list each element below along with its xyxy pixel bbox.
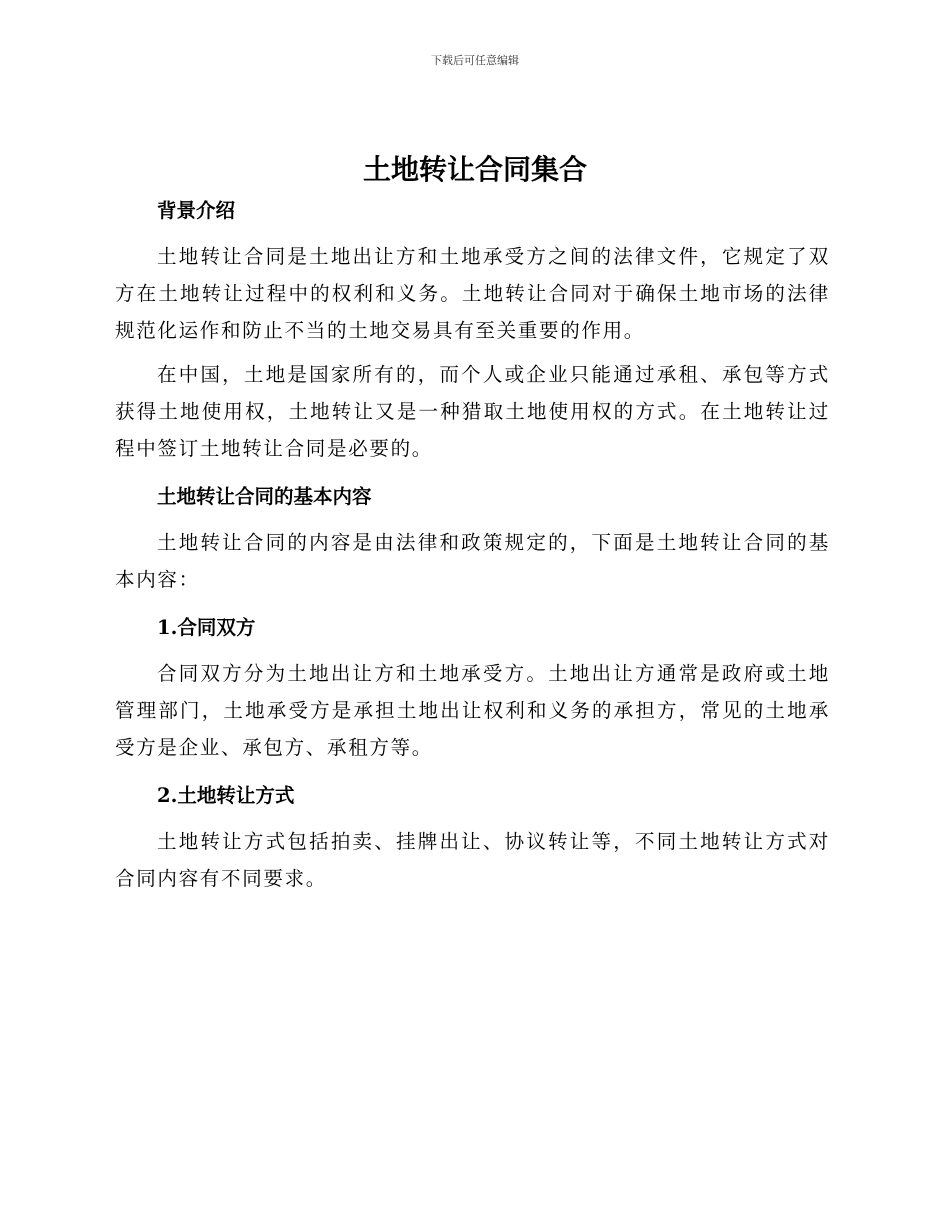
- section-heading-transfer-methods: 2.土地转让方式: [157, 784, 295, 807]
- paragraph: 土地转让方式包括拍卖、挂牌出让、协议转让等，不同土地转让方式对合同内容有不同要求。: [115, 830, 830, 890]
- section-heading-contract-parties: 1.合同双方: [157, 616, 256, 639]
- section-heading-background: 背景介绍: [157, 199, 236, 222]
- document-body: [115, 196, 830, 897]
- paragraph: 土地转让合同的内容是由法律和政策规定的，下面是土地转让合同的基本内容：: [115, 531, 830, 591]
- paragraph: 合同双方分为土地出让方和土地承受方。土地出让方通常是政府或土地管理部门，土地承受方是承担土地出让权利和义务的承担方，常见的土地承受方是企业、承包方、承租方等。: [115, 662, 830, 759]
- paragraph: 土地转让合同是土地出让方和土地承受方之间的法律文件，它规定了双方在土地转让过程中的权利和义务。土地转让合同对于确保土地市场的法律规范化运作和防止不当的土地交易具有至关重要的作用。: [115, 245, 830, 342]
- paragraph: 在中国，土地是国家所有的，而个人或企业只能通过承租、承包等方式获得土地使用权，土地转让又是一种猎取土地使用权的方式。在土地转让过程中签订土地转让合同是必要的。: [115, 363, 830, 460]
- section-heading-basic-content: 土地转让合同的基本内容: [157, 485, 372, 508]
- document-title: 土地转让合同集合: [362, 153, 587, 186]
- header-note: 下载后可任意编辑: [431, 54, 519, 67]
